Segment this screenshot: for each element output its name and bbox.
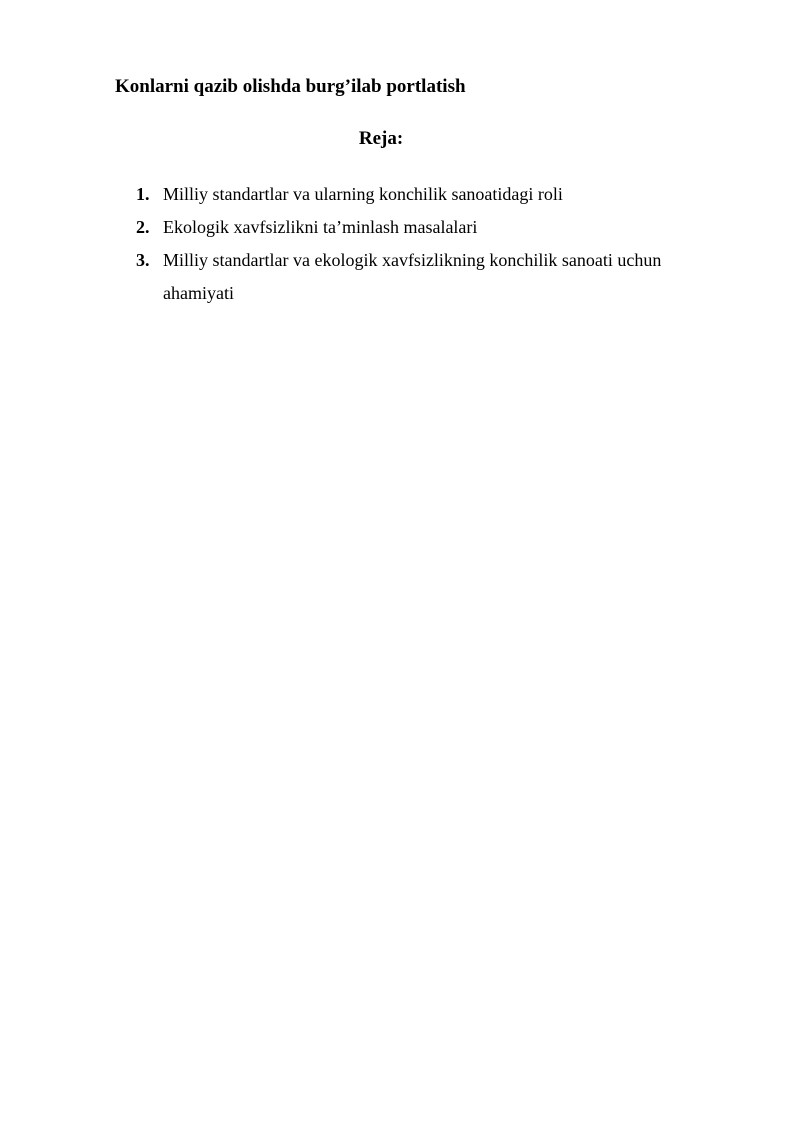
plan-item-number: 3. bbox=[136, 250, 150, 270]
plan-list bbox=[136, 178, 716, 310]
document-title: Konlarni qazib olishda burg’ilab portlatish bbox=[115, 76, 466, 97]
plan-heading: Reja: bbox=[358, 128, 404, 149]
plan-item-text: Milliy standartlar va ularning konchilik sanoatidagi roli bbox=[163, 184, 563, 204]
plan-item-number: 1. bbox=[136, 184, 150, 204]
plan-item-2 bbox=[136, 211, 716, 244]
plan-item-text: Milliy standartlar va ekologik xavfsizlikning konchilik sanoati uchun ahamiyati bbox=[163, 250, 662, 303]
plan-item-3 bbox=[136, 244, 716, 310]
plan-item-text: Ekologik xavfsizlikni ta’minlash masalalari bbox=[163, 217, 478, 237]
plan-item-1 bbox=[136, 178, 716, 211]
plan-item-number: 2. bbox=[136, 217, 150, 237]
